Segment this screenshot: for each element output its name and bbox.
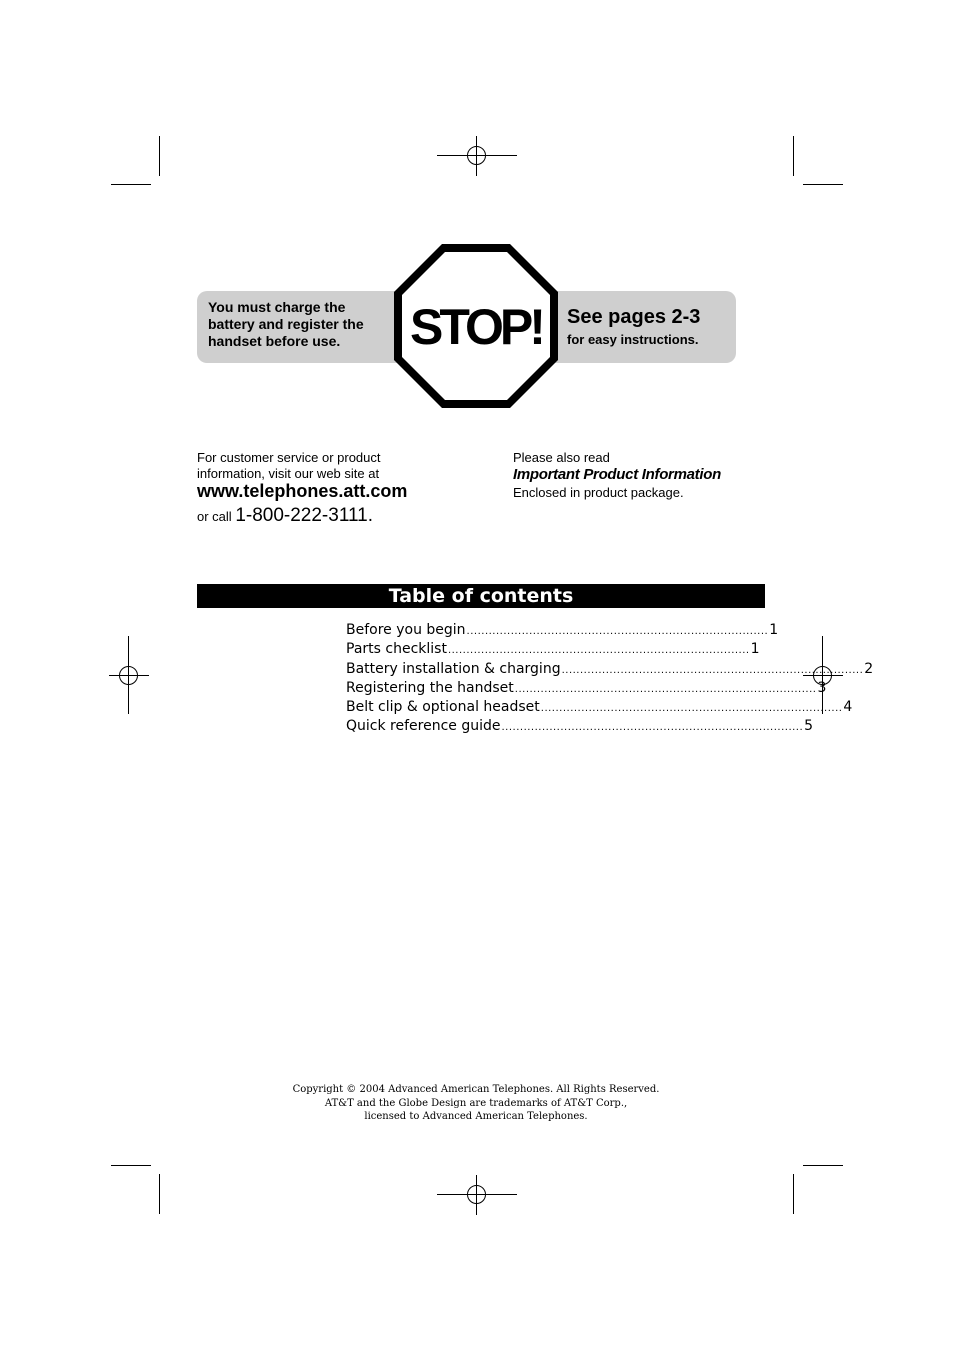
website-link[interactable]: www.telephones.att.com bbox=[197, 481, 408, 501]
copyright-footer bbox=[250, 1083, 702, 1124]
toc-leader-dots: .................................................................................. bbox=[540, 703, 843, 715]
copyright-line: Copyright © 2004 Advanced American Telephones. All Rights Reserved. bbox=[292, 1084, 660, 1095]
toc-item-page: 1 bbox=[769, 622, 779, 638]
toc-item-label: Registering the handset bbox=[346, 679, 514, 696]
crop-mark-bottom-left-horizontal bbox=[111, 1165, 151, 1166]
call-prefix: or call bbox=[197, 509, 232, 524]
crop-mark-top-left-vertical bbox=[159, 136, 160, 176]
toc-item-label: Before you begin bbox=[346, 622, 466, 638]
notice-line-1: Please also read bbox=[513, 450, 610, 465]
crop-mark-top-right-vertical bbox=[793, 136, 794, 176]
toc-leader-dots: .................................................................................. bbox=[561, 664, 864, 676]
stop-label: STOP! bbox=[410, 299, 542, 355]
toc-heading: Table of contents bbox=[197, 584, 765, 608]
registration-mark-left-icon bbox=[109, 636, 149, 714]
toc-item[interactable] bbox=[346, 717, 814, 736]
toc-item-label: Battery installation & charging bbox=[346, 660, 561, 677]
toc-item[interactable] bbox=[346, 660, 874, 679]
toc-item-page: 3 bbox=[817, 679, 827, 696]
contact-line-1: For customer service or product bbox=[197, 450, 381, 465]
registration-mark-top-icon bbox=[437, 136, 517, 176]
notice-line-2: Enclosed in product package. bbox=[513, 485, 684, 500]
toc-item-page: 4 bbox=[843, 699, 853, 716]
toc-item[interactable] bbox=[346, 679, 827, 698]
charge-warning-text: You must charge the battery and register the handset before use. bbox=[208, 299, 364, 349]
toc-leader-dots: .................................................................................. bbox=[466, 626, 769, 637]
toc-item-label: Parts checklist bbox=[346, 641, 447, 658]
contact-line-2: information, visit our web site at bbox=[197, 466, 380, 481]
see-pages-subtitle: for easy instructions. bbox=[567, 332, 699, 347]
toc-leader-dots: .................................................................................. bbox=[447, 645, 750, 657]
toc-leader-dots: .................................................................................. bbox=[501, 722, 804, 734]
toc-item-label: Quick reference guide bbox=[346, 718, 501, 735]
toc-item[interactable] bbox=[346, 621, 779, 640]
crop-mark-top-right-horizontal bbox=[803, 184, 843, 185]
trademark-line: AT&T and the Globe Design are trademarks of AT&T Corp., bbox=[324, 1097, 628, 1109]
crop-mark-bottom-left-vertical bbox=[159, 1174, 160, 1214]
toc-item-page: 1 bbox=[750, 641, 760, 658]
important-info-title: Important Product Information bbox=[513, 466, 721, 483]
license-line: licensed to Advanced American Telephones. bbox=[364, 1111, 588, 1122]
toc-item-page: 5 bbox=[804, 718, 814, 735]
toc-list bbox=[346, 621, 874, 737]
crop-mark-top-left-horizontal bbox=[111, 184, 151, 185]
toc-item-page: 2 bbox=[864, 660, 874, 677]
toc-item[interactable] bbox=[346, 698, 853, 717]
phone-number: 1-800-222-3111. bbox=[235, 505, 373, 526]
registration-mark-bottom-icon bbox=[437, 1175, 517, 1215]
toc-item[interactable] bbox=[346, 640, 760, 659]
see-pages-title: See pages 2-3 bbox=[567, 306, 701, 328]
call-line bbox=[197, 505, 373, 527]
toc-leader-dots: .................................................................................. bbox=[514, 683, 817, 695]
crop-mark-bottom-right-horizontal bbox=[803, 1165, 843, 1166]
toc-item-label: Belt clip & optional headset bbox=[346, 699, 540, 716]
crop-mark-bottom-right-vertical bbox=[793, 1174, 794, 1214]
